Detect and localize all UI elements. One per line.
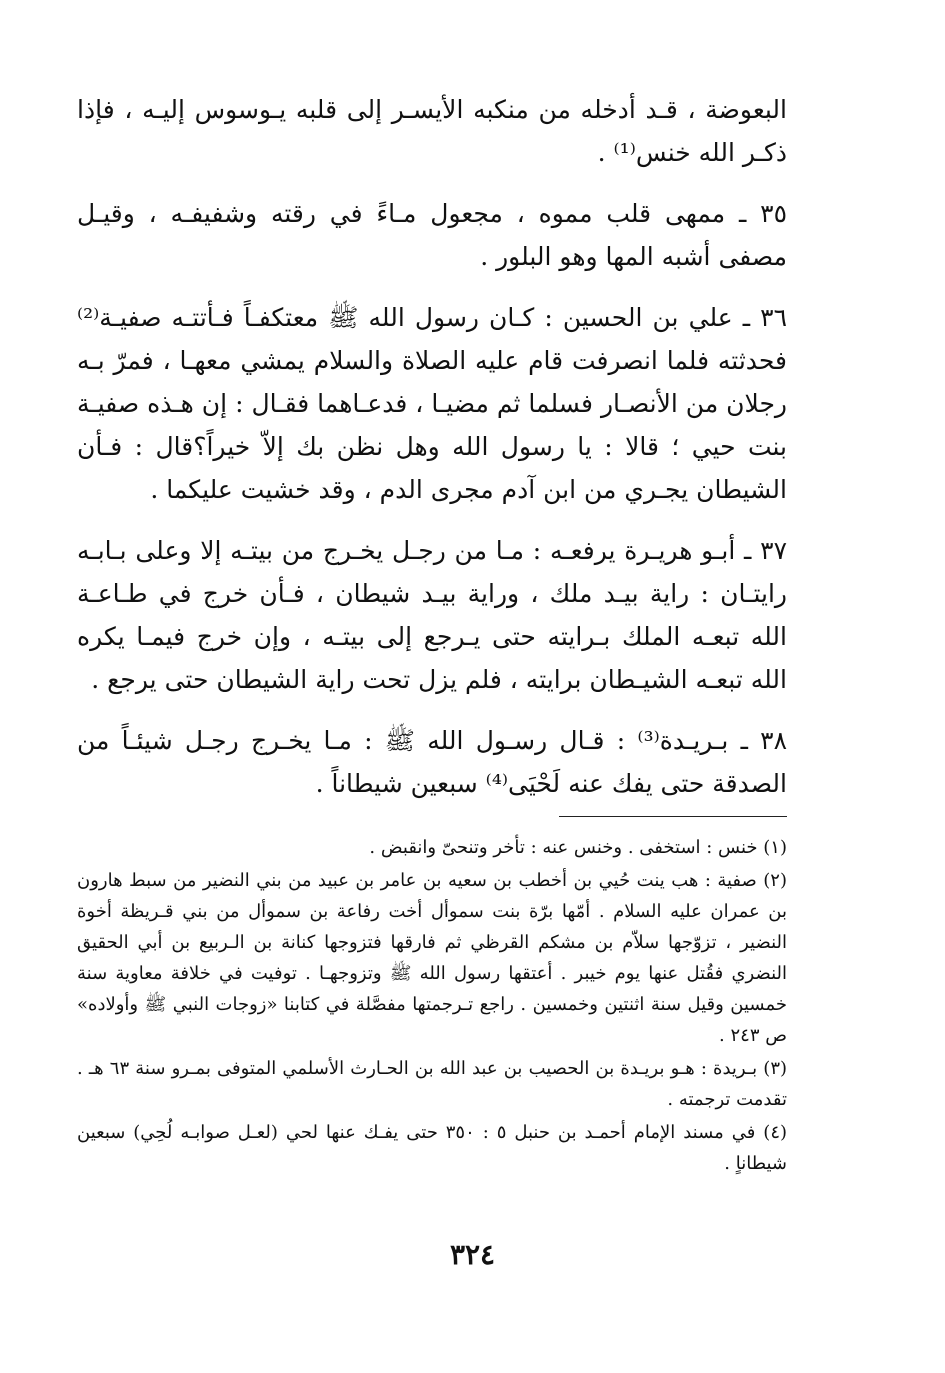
footnote: (١) خنس : استخفى . وخنس عنه : تأخر وتنحىّ وانقبض . xyxy=(369,837,787,858)
body-paragraph: البعوضة ، قـد أدخله من منكبه الأيسـر إلى قلبه يـوسوس إليـه ، فإذا ذكـر الله خنس⁽¹⁾ . xyxy=(77,95,787,167)
footnote: (٤) في مسند الإمام أحمـد بن حنبل ٥ : ٣٥٠ حتى يفـك عنها لحي (لعـل صوابـه لُحِي) سبعين شيطاناٍ . xyxy=(77,1122,788,1174)
main-text xyxy=(77,88,787,823)
body-paragraph: ٣٥ ـ ممهى قلب مموه ، مجعول مـاءً في رقته وشفيفـه ، وقيـل مصفى أشبه المها وهو البلور . xyxy=(77,199,787,271)
footnotes xyxy=(77,832,787,1181)
body-paragraph: ٣٦ ـ علي بن الحسين : كـان رسول الله ﷺ معتكفـاً فـأتتـه صفيـة⁽²⁾ فحدثته فلما انصرفت قام عليه الصلاة والسلام يمشي معهـا ، فمرّ بـه رجلان من الأنصـار فسلما ثم مضيـا ، فدعـاهما فقـال : إن هـذه صفيـة بنت حيي ؛ قالا : يا رسول الله وهل نظن بك إلاّ خيراً؟قال : فـأن الشيطان يجـري من ابن آدم مجرى الدم ، وقد خشيت عليكما . xyxy=(77,303,787,504)
body-paragraph: ٣٨ ـ بـريـدة⁽³⁾ : قـال رسـول الله ﷺ : مـا يخـرج رجـل شيئـاً من الصدقة حتى يفك عنه لَحْيَى⁽⁴⁾ سبعين شيطاناً . xyxy=(77,726,788,798)
body-paragraph: ٣٧ ـ أبـو هريـرة يرفعـه : مـا من رجـل يخـرج من بيتـه إلا وعلى بـابـه رايتـان : راية بيـد ملك ، وراية بيـد شيطان ، فـأن خرج في طـاعـة الله تبعـه الملك بـرايته حتى يـرجع إلى بيتـه ، وإن خرج فيمـا يكره الله تبعـه الشيـطان برايته ، فلم يزل تحت راية الشيطان حتى يرجع . xyxy=(77,536,787,694)
footnote: (٣) بـريدة : هـو بريـدة بن الحصيب بن عبد الله بن الحـارث الأسلمي المتوفى بمـرو سنة ٦٣ هـ . تقدمت ترجمته . xyxy=(77,1058,788,1110)
page-number: ٣٢٤ xyxy=(449,1238,496,1271)
footnote-separator xyxy=(559,816,787,817)
footnote: (٢) صفية : هب ينت حُيي بن أخطب بن سعيه بن عامر بن عبيد من بني النضير من سبط هارون بن عمران عليه السلام . أمّها برّة بنت سموأل أخت رفاعة بن سموأل من بني قـريظة أخوة النضير ، تزوّجها سلاّم بن مشكم القرظي ثم فارقها فتزوجها كنانة بن الـربيع بن أبي الحقيق النضري فقُتل عنها يوم خيبر . أعتقها رسول الله ﷺ وتزوجهـا . توفيت في خلافة معاوية سنة خمسين وقيل سنة اثنتين وخمسين . راجع تـرجمتها مفصَّلة في كتابنا «زوجات النبي ﷺ وأولاده» ص ٢٤٣ . xyxy=(77,870,787,1046)
